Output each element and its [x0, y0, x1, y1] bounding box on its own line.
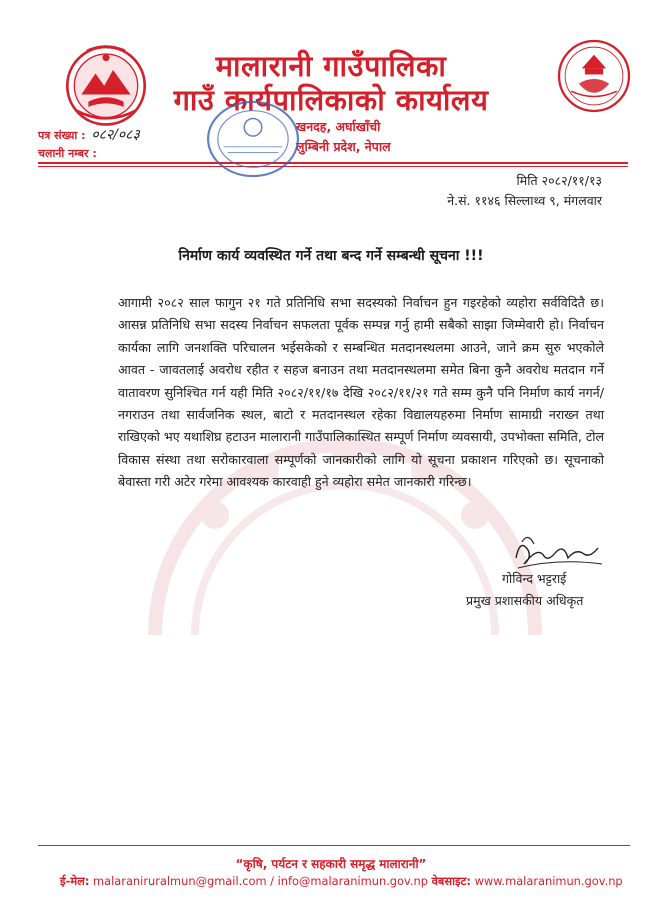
email-addresses[interactable]: malaraniruralmun@gmail.com / info@malaranimun.gov.np: [93, 874, 428, 888]
notice-body: आगामी २०८२ साल फागुन २१ गते प्रतिनिधि सभा सदस्यको निर्वाचन हुन गइरहेको व्यहोरा सर्वविदितै छ। आसन्न प्रतिनिधि सभा सदस्य निर्वाचन सफलता पूर्वक सम्पन्न गर्नु हामी सबैको साझा जिम्मेवारी हो। निर्वाचन कार्यका लागि जनशक्ति परिचालन भईसकेको र सम्बन्धित मतदानस्थलमा आउने, जाने क्रम सुरु भएकोले आवत - जावतलाई अवरोध रहीत र सहज बनाउन तथा मतदानस्थलमा समेत बिना कुनै अवरोध मतदान गर्ने वातावरण सुनिश्चित गर्न यही मिति २०८२/११/१७ देखि २०८२/११/२१ गते सम्म कुनै पनि निर्माण कार्य नगर्न/नगराउन तथा सार्वजनिक स्थल, बाटो र मतदानस्थल रहेका विद्यालयहरुमा निर्माण सामाग्री नराख्न तथा राखिएको भए यथाशिघ्र हटाउन मालारानी गाउँपालिकास्थित सम्पूर्ण निर्माण व्यवसायी, उपभोक्ता समिति, टोल विकास संस्था तथा सरोकारवाला सम्पूर्णको जानकारीको लागि यो सूचना प्रकाशन गरिएको छ। सूचनाको बेवास्ता गरी अटेर गरेमा आवश्यक कारवाही हुने व्यहोरा समेत जानकारी गरिन्छ।: [118, 295, 604, 490]
municipality-name: मालारानी गाउँपालिका: [215, 49, 447, 83]
dispatch-number-row: [38, 146, 97, 161]
footer-motto: “कृषि, पर्यटन र सहकारी समृद्ध मालारानी”: [235, 857, 427, 871]
dispatch-number-label: चलानी नम्बर :: [38, 147, 97, 160]
office-name: गाउँ कार्यपालिकाको कार्यालय: [173, 83, 489, 117]
signatory-name: गोविन्द भट्टराई: [502, 571, 567, 586]
website-label: वेबसाइट:: [431, 874, 471, 888]
footer-contact: [60, 874, 623, 889]
header-divider-thin: [38, 166, 628, 167]
notice-subject: निर्माण कार्य व्यवस्थित गर्ने तथा बन्द गर्ने सम्बन्धी सूचना !!!: [178, 248, 484, 264]
address-province: लुम्बिनी प्रदेश, नेपाल: [296, 139, 391, 154]
reference-number-label: पत्र संख्या :: [38, 129, 86, 142]
letter-date: मिति २०८२/११/१३: [516, 173, 602, 188]
reference-number-value: ०८२/०८३: [91, 127, 140, 143]
address-district: खनदह, अर्घाखाँची: [296, 119, 381, 134]
footer-divider: [38, 845, 630, 846]
header-divider: [38, 162, 628, 164]
website-link[interactable]: www.malaranimun.gov.np: [474, 874, 623, 888]
email-label: ई-मेल:: [60, 874, 90, 888]
office-stamp-icon: [204, 98, 302, 180]
reference-number-row: [38, 125, 140, 144]
nepal-sambat-date: ने.सं. ११४६ सिल्लाथ्व ९, मंगलवार: [447, 193, 602, 208]
signatory-designation: प्रमुख प्रशासकीय अधिकृत: [466, 593, 584, 608]
